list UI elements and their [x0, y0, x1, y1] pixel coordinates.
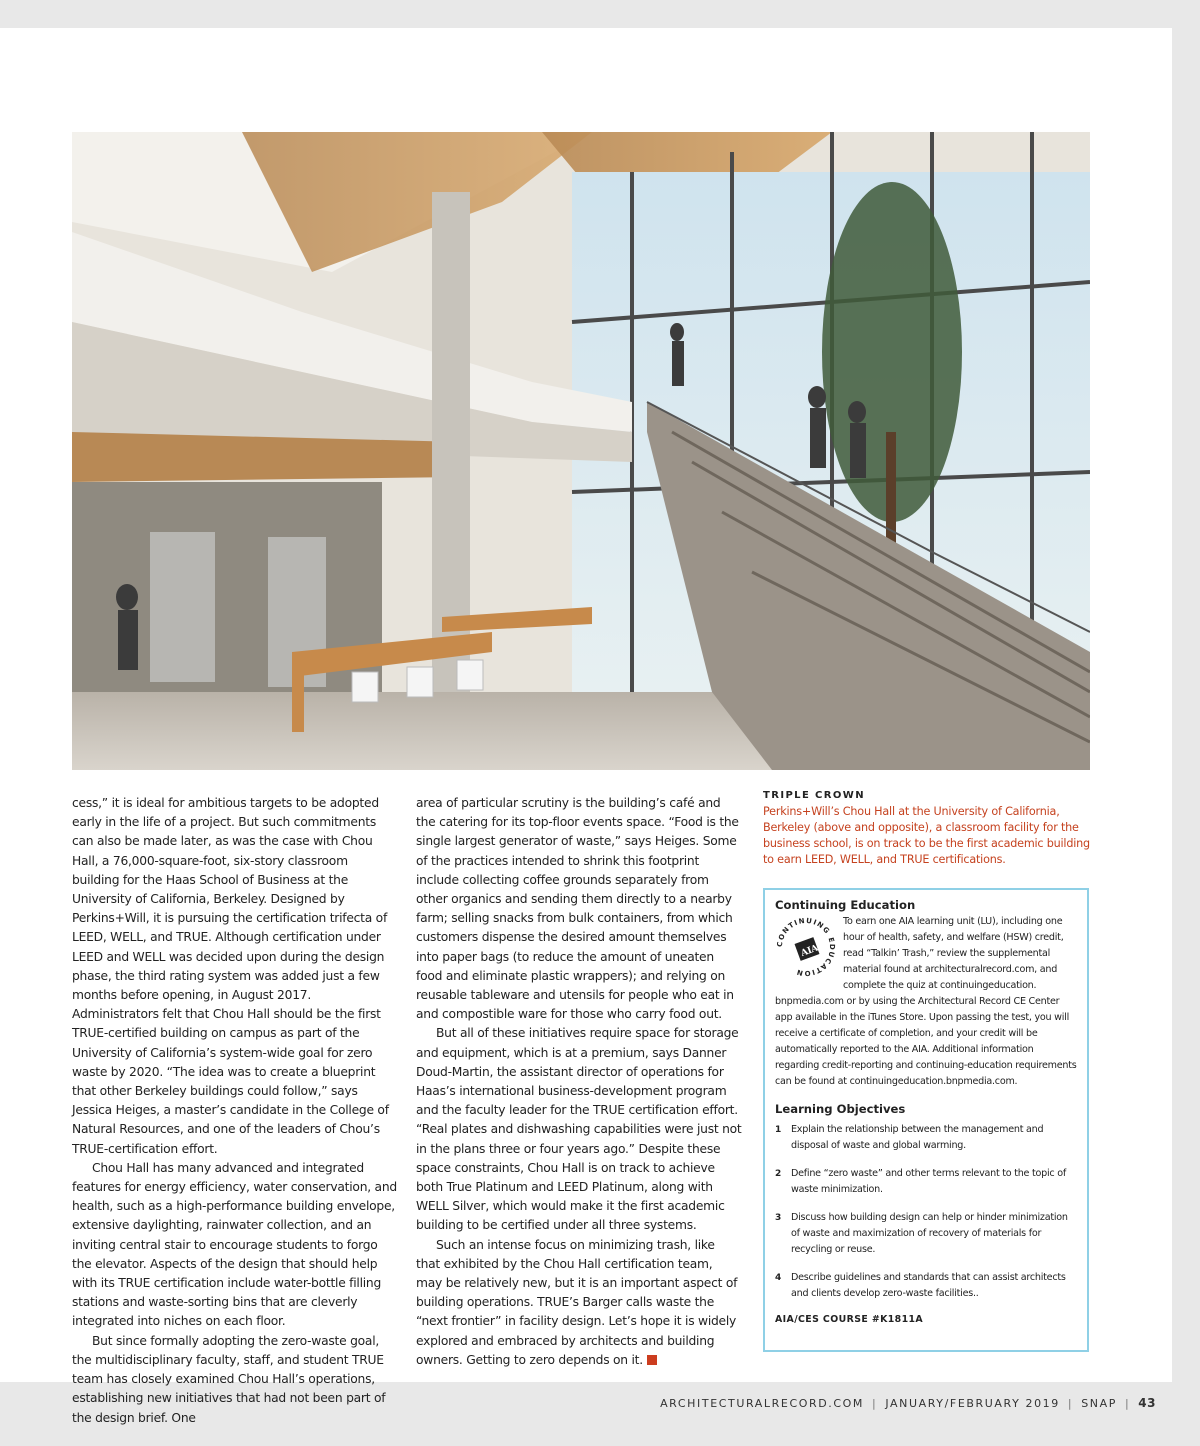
end-of-article-mark: [647, 1355, 657, 1365]
article-paragraph: But since formally adopting the zero-waste goal, the multidisciplinary faculty, staff, and student TRUE team has closely examined Chou Hall’s operations, establishing new initiatives that had not been part of the design brief. One: [72, 1333, 386, 1425]
article-paragraph: cess,” it is ideal for ambitious targets to be adopted early in the life of a project. But such commitments can also be made later, as was the case with Chou Hall, a 76,000-square-foot, six-story classroom building for the Haas School of Business at the University of California, Berkeley. Designed by Perkins+Will, it is pursuing the certification trifecta of LEED, WELL, and TRUE. Although certification under LEED and WELL was decided upon during the design phase, the third rating system was added just a few months before opening, in August 2017. Administrators felt that Chou Hall should be the first TRUE-certified building on campus as part of the University of California’s system-wide goal for zero waste by 2020. “The idea was to create a blueprint that other Berkeley buildings could follow,” says Jessica Heiges, a master’s candidate in the College of Natural Resources, and one of the leaders of Chou’s TRUE-certification effort.: [72, 796, 389, 1156]
objective-text: Describe guidelines and standards that can assist architects and clients develop zero-waste facilities..: [791, 1272, 1066, 1299]
objective-item: [775, 1166, 1077, 1198]
objective-text: Discuss how building design can help or hinder minimization of waste and maximization of recovery of materials for recycling or reuse.: [791, 1212, 1068, 1255]
caption-title: TRIPLE CROWN: [763, 790, 865, 801]
objective-number: 1: [775, 1125, 782, 1135]
article-column-1: [72, 794, 398, 1428]
continuing-education-box: [763, 888, 1089, 1352]
article-column-2: [416, 794, 742, 1370]
footer-issue: JANUARY/FEBRUARY 2019: [885, 1396, 1060, 1410]
footer-divider: |: [872, 1396, 878, 1410]
footer-section: SNAP: [1081, 1396, 1117, 1410]
hero-photo-chou-hall-atrium: [72, 132, 1090, 770]
photo-caption: [763, 790, 1093, 868]
ce-intro-text: To earn one AIA learning unit (LU), including one hour of health, safety, and welfare (HSW) credit, read “Talkin’ Trash,” review the supplemental material found at architecturalrecord.com, and complete the quiz at continuingeducation.: [843, 916, 1064, 991]
objective-item: [775, 1270, 1077, 1302]
learning-objectives-list: [775, 1122, 1077, 1302]
course-number: AIA/CES COURSE #K1811A: [775, 1314, 924, 1325]
aia-continuing-education-seal-icon: [775, 916, 837, 978]
article-final-text: Such an intense focus on minimizing trash, like that exhibited by the Chou Hall certification team, may be relatively new, but it is an important aspect of building operations. TRUE’s Barger calls waste the “next frontier” in facility design. Let’s hope it is widely explored and embraced by architects and building owners. Getting to zero depends on it.: [416, 1237, 738, 1367]
footer-site: ARCHITECTURALRECORD.COM: [660, 1396, 865, 1410]
atrium-illustration: [72, 132, 1090, 770]
objective-number: 4: [775, 1273, 782, 1283]
footer-divider: |: [1067, 1396, 1074, 1410]
page-number: 43: [1138, 1396, 1156, 1410]
ce-intro-continued: bnpmedia.com or by using the Architectural Record CE Center app available in the iTunes Store. Upon passing the test, you will receive a certificate of completion, and your credit will be automatically reported to the AIA. Additional information regarding credit-reporting and continuing-education requirements can be found at continuingeducation.bnpmedia.com.: [775, 996, 1077, 1087]
objective-item: [775, 1122, 1077, 1154]
footer-divider: |: [1124, 1396, 1131, 1410]
ce-heading: Continuing Education: [775, 898, 916, 912]
objective-item: [775, 1210, 1077, 1258]
page-footer: [660, 1396, 1156, 1410]
article-paragraph: Chou Hall has many advanced and integrated features for energy efficiency, water conservation, and health, such as a high-performance building envelope, extensive daylighting, rainwater collection, and an inviting central stair to encourage students to forgo the elevator. Aspects of the design that should help with its TRUE certification include water-bottle filling stations and waste-sorting bins that are cleverly integrated into niches on each floor.: [72, 1160, 397, 1329]
article-paragraph-final: [416, 1236, 742, 1370]
objective-text: Define “zero waste” and other terms relevant to the topic of waste minimization.: [791, 1168, 1066, 1195]
seal-ring-text: CONTINUING EDUCATION: [775, 916, 837, 978]
objective-text: Explain the relationship between the management and disposal of waste and global warming.: [791, 1124, 1044, 1151]
objective-number: 3: [775, 1213, 782, 1223]
article-paragraph: area of particular scrutiny is the building’s café and the catering for its top-floor events space. “Food is the single largest generator of waste,” says Heiges. Some of the practices intended to shrink this footprint include collecting coffee grounds separately from other organics and sending them directly to a nearby farm; selling snacks from bulk containers, from which customers dispense the desired amount themselves into paper bags (to reduce the amount of uneaten food and eliminate plastic wrappers); and relying on reusable tableware and utensils for people who eat in and compostible ware for those who carry food out.: [416, 796, 739, 1022]
seal-mark-text: AIA: [799, 943, 820, 959]
article-paragraph: But all of these initiatives require space for storage and equipment, which is at a premium, says Danner Doud-Martin, the assistant director of operations for Haas’s international business-development program and the faculty leader for the TRUE certification effort. “Real plates and dishwashing capabilities were just not in the plans three or four years ago.” Despite these space constraints, Chou Hall is on track to achieve both True Platinum and LEED Platinum, along with WELL Silver, which would make it the first academic building to be certified under all three systems.: [416, 1026, 742, 1233]
caption-text: Perkins+Will’s Chou Hall at the University of California, Berkeley (above and opposite), a classroom facility for the business school, is on track to be the first academic building to earn LEED, WELL, and TRUE certifications.: [763, 805, 1090, 866]
learning-objectives-heading: Learning Objectives: [775, 1102, 906, 1116]
objective-number: 2: [775, 1169, 782, 1179]
ce-intro: [775, 914, 1077, 994]
